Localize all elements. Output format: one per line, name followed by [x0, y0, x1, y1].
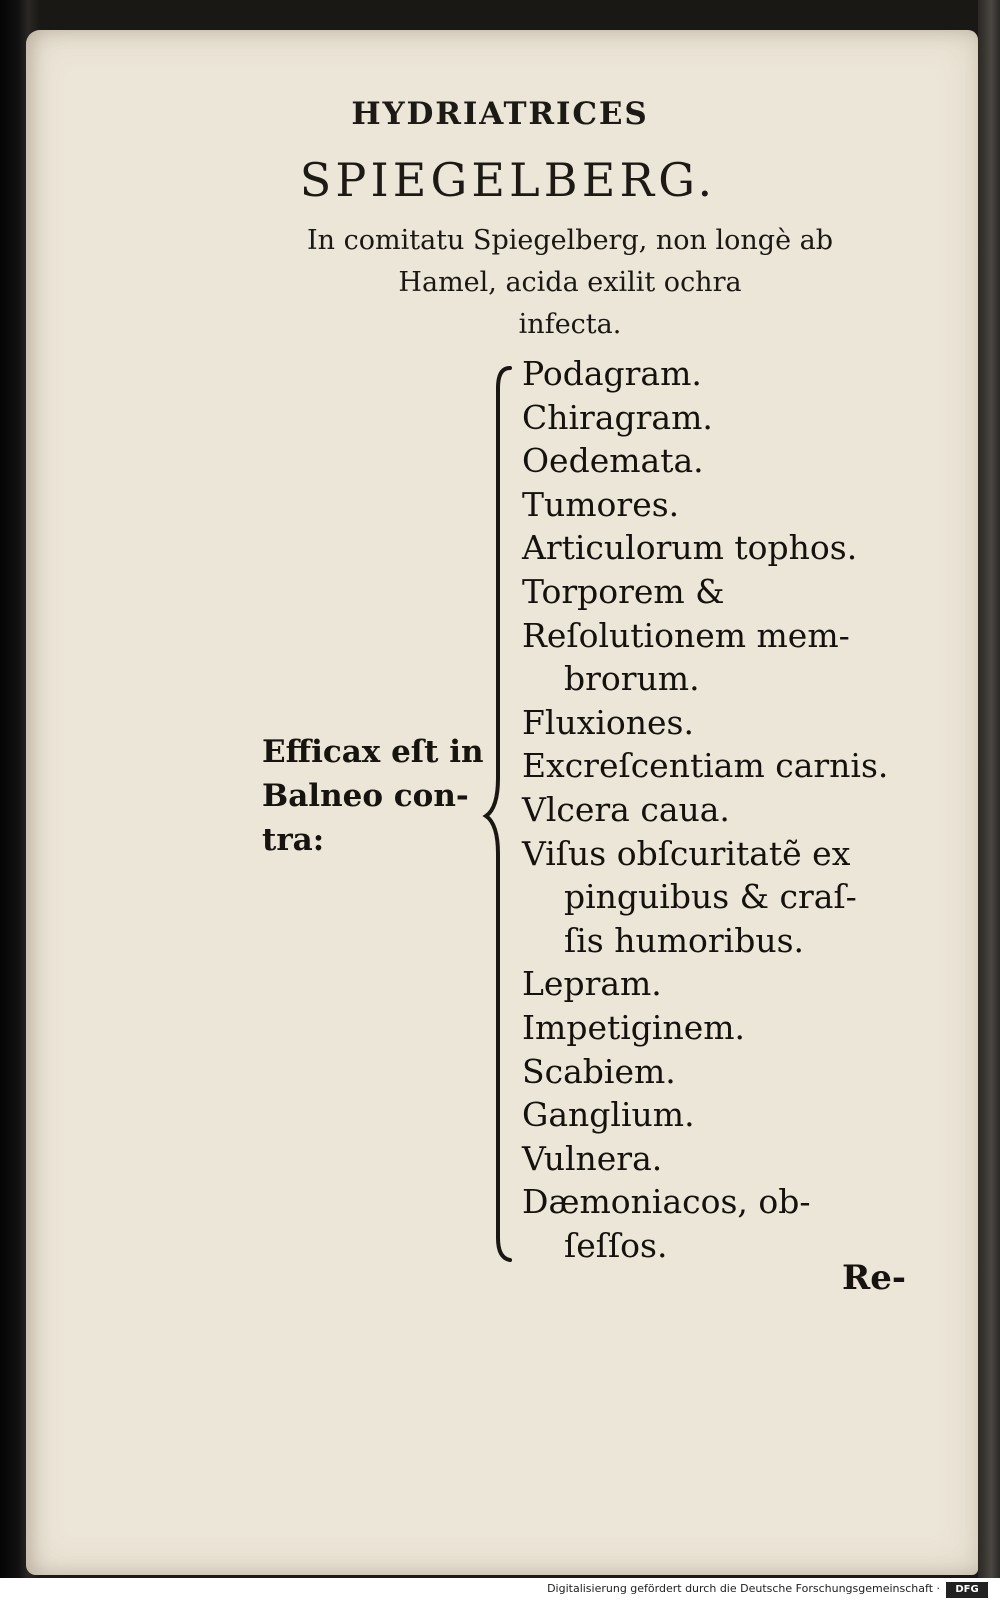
list-item: Torporem &	[522, 571, 725, 611]
list-item: Oedemata.	[522, 441, 704, 481]
intro-line: infecta.	[518, 309, 622, 340]
place-title: SPIEGELBERG.	[299, 153, 717, 207]
list-item-continuation: brorum.	[564, 659, 700, 699]
list-item: Podagram.	[522, 354, 702, 393]
dfg-logo-icon: DFG	[946, 1582, 988, 1598]
list-item: Dæmoniacos, ob- ſeſſos.	[522, 1180, 888, 1267]
book-edge	[978, 0, 1000, 1604]
list-item: Ganglium.	[522, 1095, 695, 1135]
list-item: Impetiginem.	[522, 1007, 746, 1047]
intro-line: In comitatu Spiegelberg, non longè ab	[306, 225, 834, 256]
list-item: Scabiem.	[522, 1051, 676, 1091]
efficacy-label-line: Balneo con-	[262, 778, 469, 814]
list-item: Lepram.	[522, 964, 662, 1004]
list-item: Tumores.	[522, 484, 680, 524]
list-item: Reſolutionem mem- brorum.	[522, 614, 888, 701]
running-head: HYDRIATRICES	[351, 96, 649, 132]
efficacy-label-line: Efficax eſt in	[262, 734, 484, 770]
list-item: Vulnera.	[522, 1138, 663, 1178]
footer-credit: Digitalisierung gefördert durch die Deutsche Forschungsgemeinschaft ·	[547, 1582, 940, 1595]
intro-paragraph	[270, 220, 870, 346]
efficacy-label	[262, 730, 484, 862]
list-item: Fluxiones.	[522, 702, 694, 742]
efficacy-label-line: tra:	[262, 822, 325, 858]
curly-brace-icon	[480, 358, 520, 1268]
list-item: Vlcera caua.	[522, 789, 730, 829]
list-item: Chiragram.	[522, 397, 713, 437]
intro-line: Hamel, acida exilit ochra	[398, 267, 742, 298]
remedy-list	[522, 352, 888, 1267]
list-item-continuation: ſeſſos.	[564, 1225, 668, 1265]
list-item-continuation: pinguibus & craſ- ſis humoribus.	[564, 877, 857, 960]
list-item: Excreſcentiam carnis.	[522, 746, 889, 786]
list-item: Articulorum tophos.	[522, 528, 858, 568]
list-item: Viſus obſcuritatẽ ex pinguibus & craſ- ſis humoribus.	[522, 832, 888, 963]
catchword: Re-	[842, 1258, 906, 1298]
